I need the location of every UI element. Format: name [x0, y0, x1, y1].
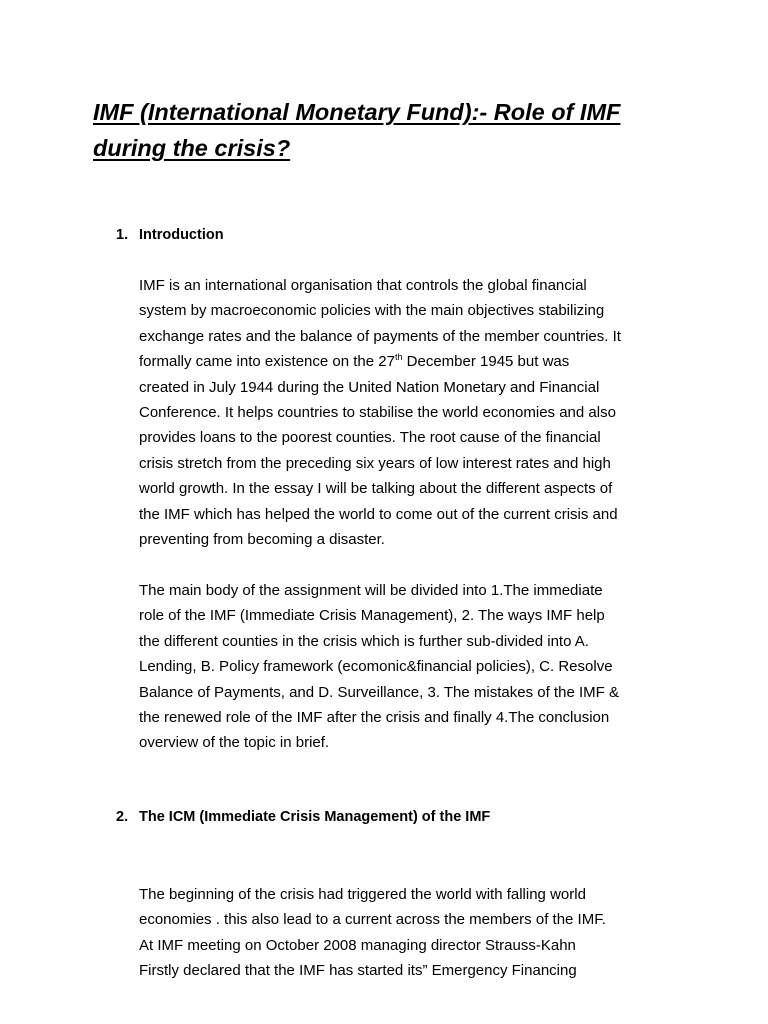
paragraph-line: IMF is an international organisation that controls the global financial: [139, 277, 587, 294]
ordinal-superscript: th: [394, 352, 403, 363]
intro-paragraph-2: [139, 578, 699, 756]
line-text-after-sup: December 1945 but was: [402, 353, 570, 371]
paragraph-line: economies . this also lead to a current across the members of the IMF.: [139, 911, 606, 929]
paragraph-line: provides loans to the poorest counties. The root cause of the financial: [139, 429, 601, 447]
paragraph-line: exchange rates and the balance of payments of the member countries. It: [139, 327, 621, 345]
paragraph-line: overview of the topic in brief.: [139, 734, 330, 752]
paragraph-line: system by macroeconomic policies with the main objectives stabilizing: [139, 302, 605, 320]
section-1-heading: [116, 226, 224, 244]
paragraph-line: Firstly declared that the IMF has started its” Emergency Financing: [139, 962, 577, 980]
paragraph-line: role of the IMF (Immediate Crisis Management), 2. The ways IMF help: [139, 607, 605, 625]
paragraph-line: the different counties in the crisis which is further sub-divided into A.: [139, 632, 589, 650]
intro-paragraph-1: [139, 273, 699, 552]
section-2-number: 2.: [116, 809, 129, 825]
icm-paragraph-1: [139, 882, 699, 984]
title-line-1: IMF (International Monetary Fund):- Role of IMF: [93, 99, 621, 125]
paragraph-line: created in July 1944 during the United Nation Monetary and Financial: [139, 378, 600, 396]
section-2-heading: [116, 808, 490, 826]
document-title: [93, 94, 713, 166]
section-1-number: 1.: [116, 227, 129, 243]
paragraph-line: The beginning of the crisis had triggered the world with falling world: [139, 886, 586, 903]
paragraph-line: world growth. In the essay I will be talking about the different aspects of: [139, 480, 613, 498]
section-2-title: The ICM (Immediate Crisis Management) of the IMF: [139, 809, 491, 825]
paragraph-line: Lending, B. Policy framework (ecomonic&financial policies), C. Resolve: [139, 658, 613, 676]
paragraph-line: crisis stretch from the preceding six years of low interest rates and high: [139, 454, 611, 472]
paragraph-line: At IMF meeting on October 2008 managing director Strauss-Kahn: [139, 936, 576, 954]
paragraph-line: [139, 349, 699, 374]
title-line-2: during the crisis?: [93, 135, 291, 161]
paragraph-line: Balance of Payments, and D. Surveillance, 3. The mistakes of the IMF &: [139, 683, 619, 701]
paragraph-line: the IMF which has helped the world to come out of the current crisis and: [139, 505, 618, 523]
line-text-before-sup: formally came into existence on the 27: [139, 353, 395, 371]
paragraph-line: the renewed role of the IMF after the crisis and finally 4.The conclusion: [139, 709, 610, 727]
section-1-title: Introduction: [139, 227, 224, 243]
paragraph-line: The main body of the assignment will be divided into 1.The immediate: [139, 582, 603, 599]
paragraph-line: preventing from becoming a disaster.: [139, 531, 385, 549]
paragraph-line: Conference. It helps countries to stabilise the world economies and also: [139, 404, 616, 422]
